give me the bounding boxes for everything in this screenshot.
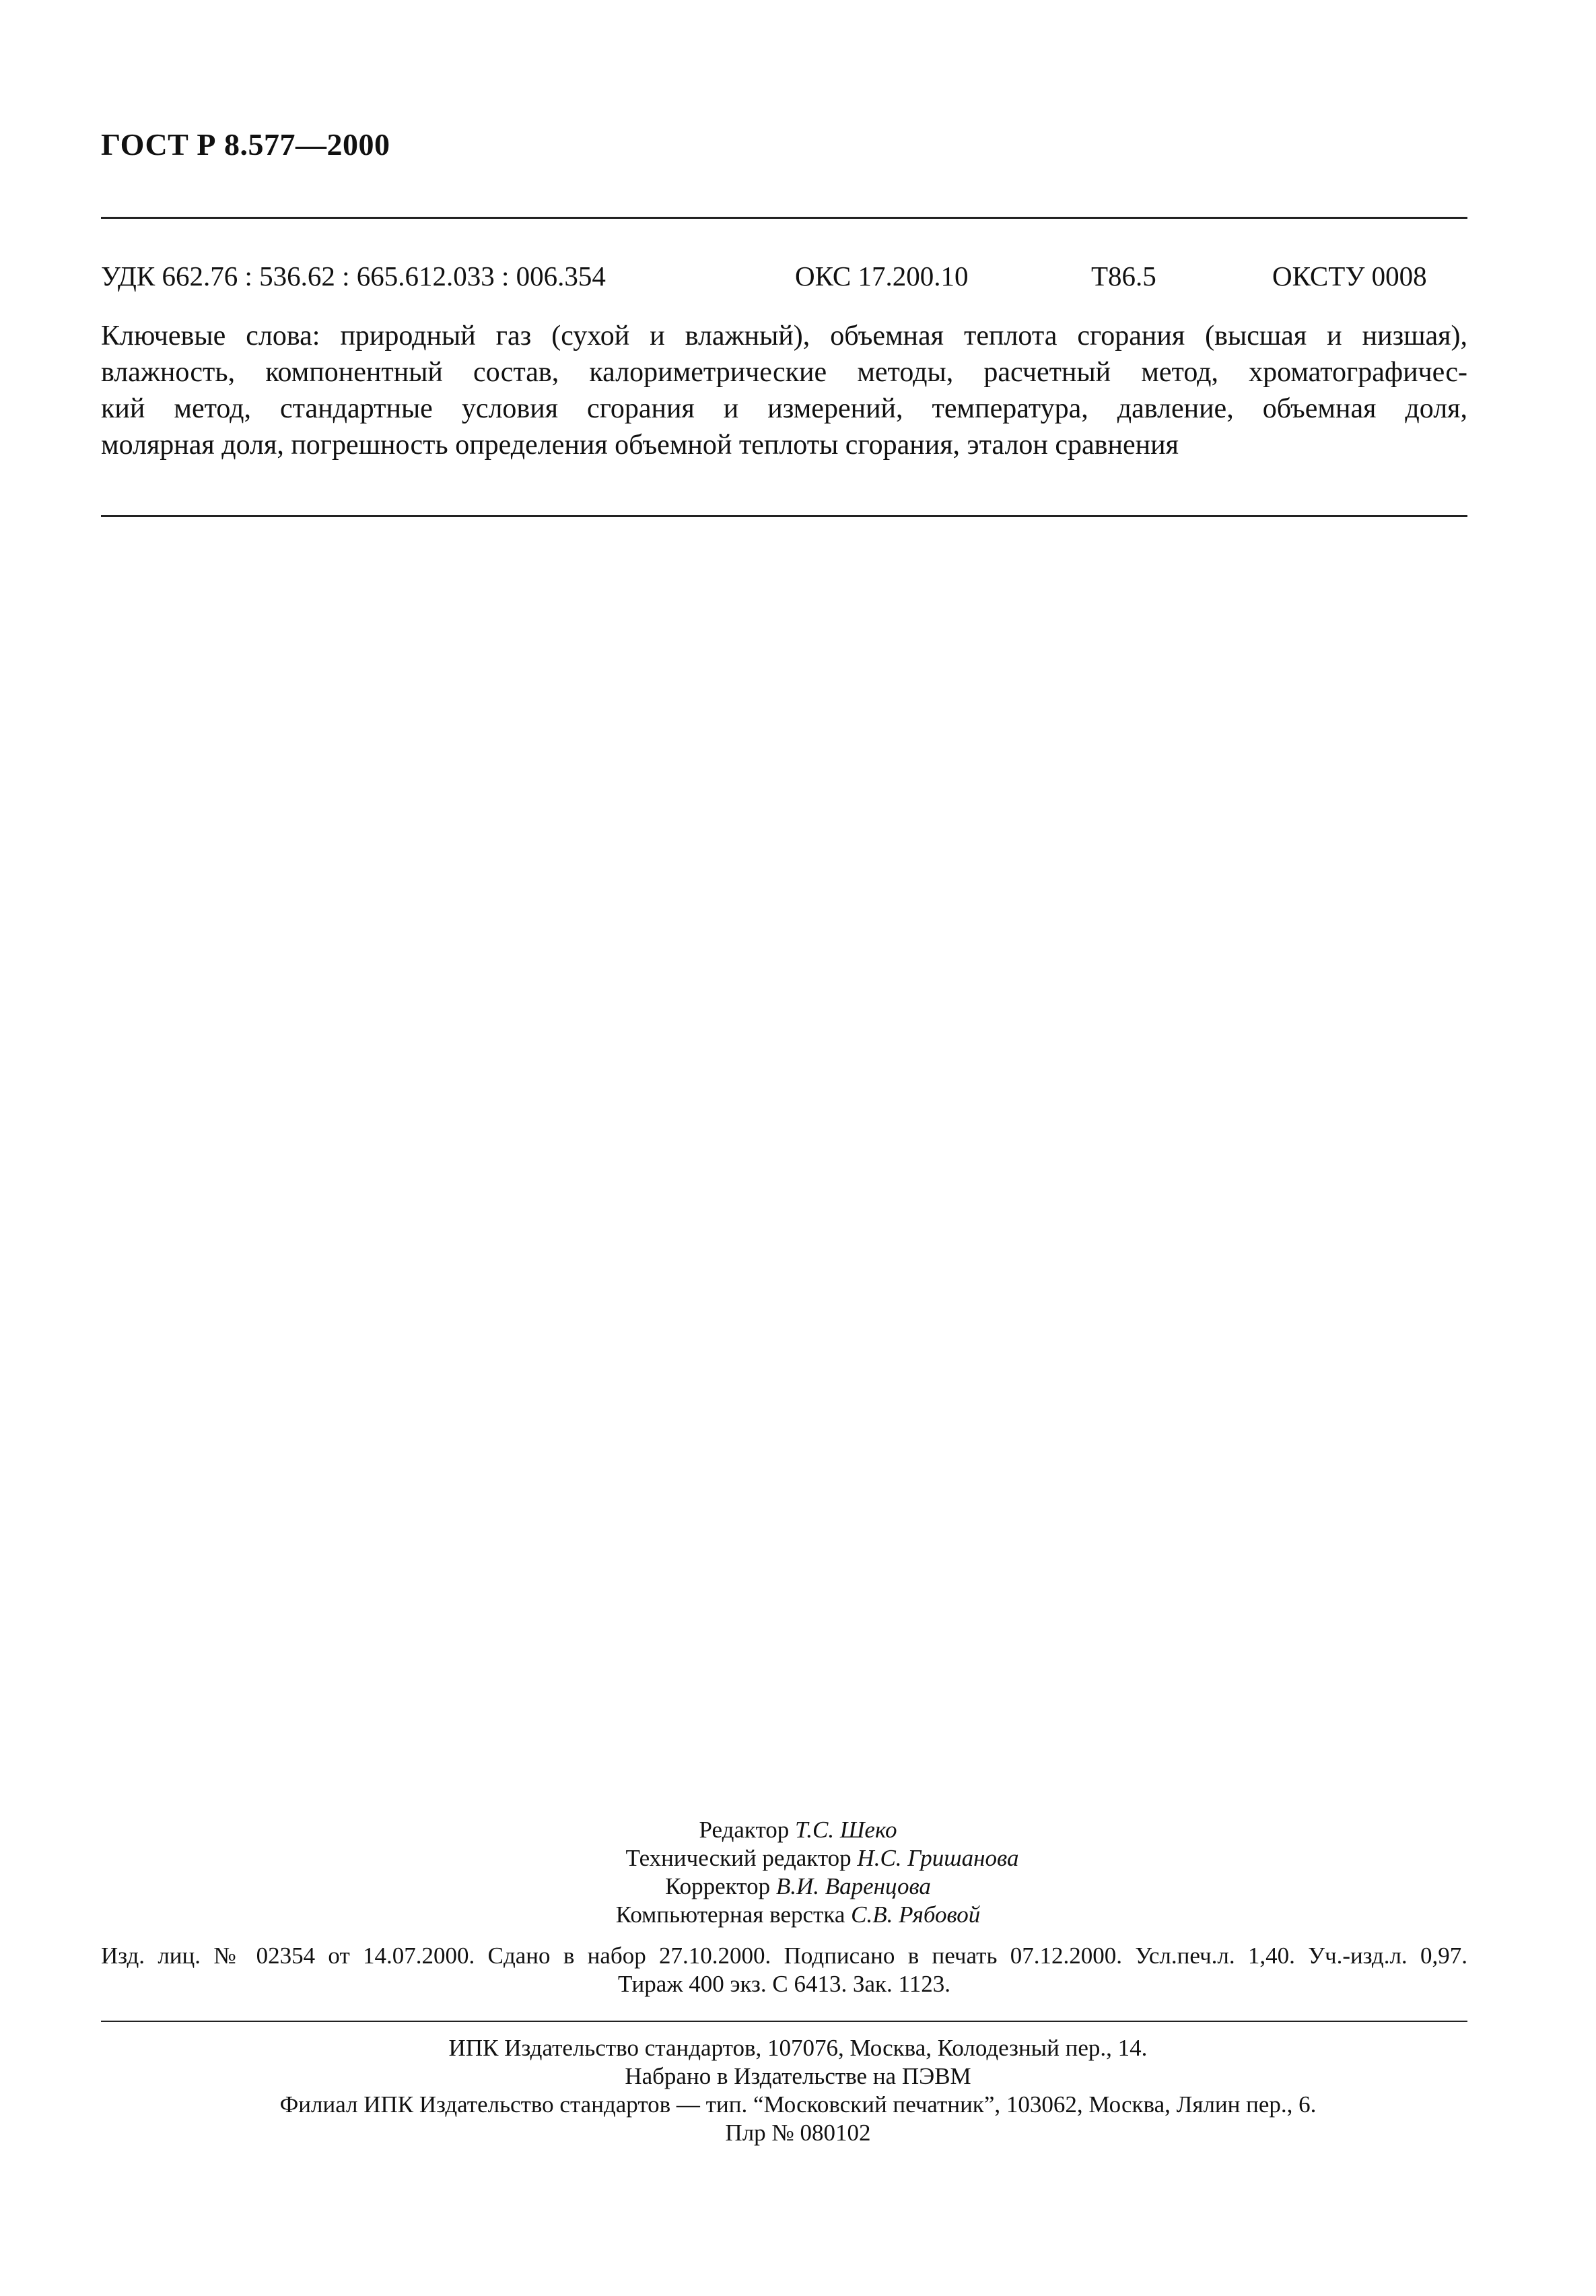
top-divider	[101, 217, 1467, 219]
imprint-block	[101, 1942, 1467, 1998]
keywords-line: молярная доля, погрешность определения объемной теплоты сгорания, эталон сравнения	[101, 430, 1179, 461]
udk-code: УДК 662.76 : 536.62 : 665.612.033 : 006.354	[101, 261, 606, 292]
keywords-paragraph	[101, 318, 1467, 463]
imprint-line: Изд. лиц. № 02354 от 14.07.2000. Сдано в набор 27.10.2000. Подписано в печать 07.12.2000. Усл.печ.л. 1,40. Уч.-изд.л. 0,97.	[101, 1943, 1467, 1969]
corrector-name: В.И. Варенцова	[775, 1873, 931, 1899]
okstu-code: ОКСТУ 0008	[1272, 261, 1427, 292]
corrector-label: Корректор	[665, 1873, 771, 1899]
credits-block	[0, 1816, 1596, 1929]
oks-code: ОКС 17.200.10	[795, 261, 969, 292]
layout-label: Компьютерная верстка	[615, 1901, 845, 1928]
keywords-line: кий метод, стандартные условия сгорания и измерений, температура, давление, объемная доля,	[101, 393, 1467, 424]
corrector-credit	[0, 1872, 1596, 1901]
editor-credit	[0, 1816, 1596, 1844]
print-run-line: Тираж 400 экз. С 6413. Зак. 1123.	[618, 1971, 950, 1997]
document-title: ГОСТ Р 8.577—2000	[101, 127, 390, 162]
tech-editor-credit	[24, 1844, 1596, 1872]
publisher-line: ИПК Издательство стандартов, 107076, Москва, Колодезный пер., 14.	[448, 2035, 1148, 2061]
editor-label: Редактор	[699, 1817, 790, 1843]
t-code: Т86.5	[1091, 261, 1156, 292]
tech-editor-label: Технический редактор	[625, 1845, 852, 1871]
layout-credit	[0, 1901, 1596, 1929]
keywords-line: Ключевые слова: природный газ (сухой и влажный), объемная теплота сгорания (высшая и низшая),	[101, 320, 1467, 351]
tech-editor-name: Н.С. Гришанова	[857, 1845, 1019, 1871]
layout-name: С.В. Рябовой	[851, 1901, 981, 1928]
publisher-block	[0, 2034, 1596, 2147]
typeset-line: Набрано в Издательстве на ПЭВМ	[625, 2063, 971, 2089]
editor-name: Т.С. Шеко	[795, 1817, 897, 1843]
printing-branch-line: Филиал ИПК Издательство стандартов — тип. “Московский печатник”, 103062, Москва, Лялин пер., 6.	[279, 2091, 1317, 2118]
classification-codes	[0, 260, 1596, 300]
keywords-divider	[101, 515, 1467, 517]
keywords-line: влажность, компонентный состав, калориметрические методы, расчетный метод, хроматографичес-	[101, 357, 1467, 388]
imprint-divider	[101, 2021, 1467, 2022]
license-line: Плр № 080102	[725, 2120, 871, 2146]
